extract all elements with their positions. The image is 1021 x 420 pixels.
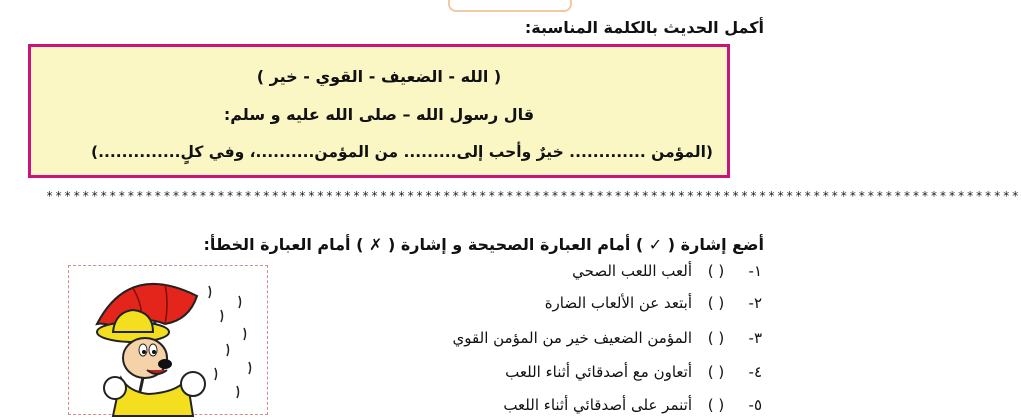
answer-blank: ( ) (707, 396, 725, 414)
word-bank: ( الله - الضعيف - القوي - خير ) (256, 67, 502, 86)
list-item (453, 329, 762, 347)
list-item (505, 363, 762, 381)
hadith-intro: قال رسول الله – صلى الله عليه و سلم: (223, 105, 535, 124)
item-text: أتنمر على أصدقائي أثناء اللعب (503, 396, 692, 414)
item-number: ٢- (748, 294, 762, 312)
star-divider: ************************************************************************************************************ (46, 189, 1021, 203)
list-item (572, 262, 762, 280)
item-number: ١- (748, 262, 762, 280)
answer-blank: ( ) (707, 329, 725, 347)
top-decoration (448, 0, 572, 12)
list-item (503, 396, 762, 414)
item-text: ألعب اللعب الصحي (572, 262, 692, 280)
hadith-box (28, 44, 730, 178)
item-text: أبتعد عن الألعاب الضارة (544, 294, 692, 312)
item-number: ٥- (748, 396, 762, 414)
item-text: أتعاون مع أصدقائي أثناء اللعب (505, 363, 692, 381)
list-item (545, 294, 762, 312)
item-number: ٤- (748, 363, 762, 381)
answer-blank: ( ) (707, 262, 725, 280)
mickey-umbrella-illustration (69, 266, 269, 416)
item-text: المؤمن الضعيف خير من المؤمن القوي (452, 329, 692, 347)
section2-instruction: أضع إشارة ( ✓ ) أمام العبارة الصحيحة و إشارة ( ✗ ) أمام العبارة الخطأ: (203, 235, 764, 254)
mickey-umbrella-image (68, 265, 268, 415)
section1-instruction: أكمل الحديث بالكلمة المناسبة: (524, 18, 764, 37)
answer-blank: ( ) (707, 363, 725, 381)
hadith-fill-blank: (المؤمن ............. خيرٌ وأحب إلى......... من المؤمن..........، وفي كلٍ..............) (91, 143, 713, 161)
answer-blank: ( ) (707, 294, 725, 312)
item-number: ٣- (748, 329, 762, 347)
